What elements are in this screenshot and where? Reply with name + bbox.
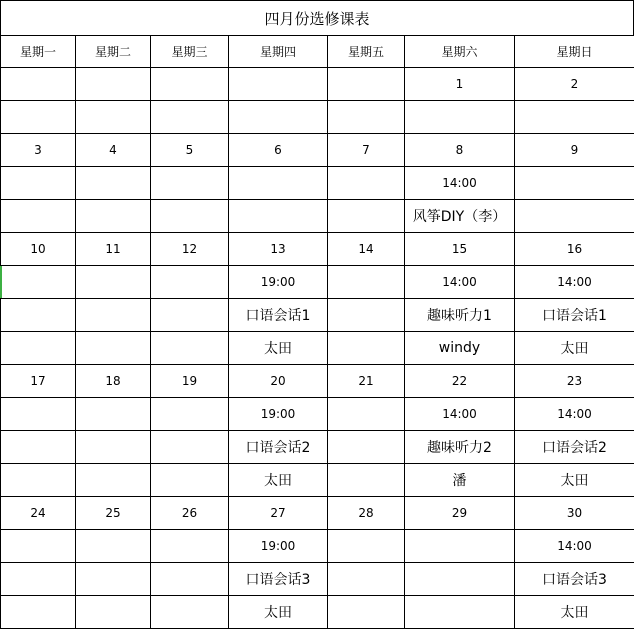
schedule-cell[interactable] bbox=[328, 101, 405, 134]
schedule-cell[interactable]: windy bbox=[405, 332, 515, 365]
schedule-cell[interactable]: 6 bbox=[229, 134, 328, 167]
schedule-row bbox=[1, 365, 634, 398]
schedule-cell[interactable]: 17 bbox=[1, 365, 76, 398]
schedule-cell[interactable]: 24 bbox=[1, 497, 76, 530]
schedule-row bbox=[1, 596, 634, 629]
schedule-row bbox=[1, 200, 634, 233]
schedule-cell[interactable]: 19 bbox=[151, 365, 229, 398]
schedule-cell[interactable] bbox=[405, 530, 515, 563]
schedule-cell[interactable]: 14:00 bbox=[405, 398, 515, 431]
schedule-cell[interactable] bbox=[76, 464, 151, 497]
schedule-cell[interactable] bbox=[76, 299, 151, 332]
schedule-cell[interactable]: 1 bbox=[405, 68, 515, 101]
schedule-cell[interactable]: 太田 bbox=[515, 464, 634, 497]
schedule-cell[interactable] bbox=[151, 68, 229, 101]
schedule-cell[interactable] bbox=[229, 101, 328, 134]
schedule-cell[interactable]: 太田 bbox=[515, 332, 634, 365]
schedule-cell[interactable] bbox=[1, 101, 76, 134]
schedule-cell[interactable] bbox=[151, 530, 229, 563]
schedule-cell[interactable] bbox=[151, 266, 229, 299]
weekday-header-cell: 星期四 bbox=[229, 36, 328, 68]
weekday-header-row bbox=[1, 36, 634, 68]
schedule-cell[interactable]: 9 bbox=[515, 134, 634, 167]
schedule-cell[interactable]: 16 bbox=[515, 233, 634, 266]
schedule-cell[interactable] bbox=[328, 563, 405, 596]
schedule-cell[interactable] bbox=[76, 167, 151, 200]
weekday-header-cell: 星期二 bbox=[76, 36, 151, 68]
schedule-cell[interactable] bbox=[1, 563, 76, 596]
schedule-cell[interactable] bbox=[1, 464, 76, 497]
schedule-row bbox=[1, 332, 634, 365]
weekday-header-cell: 星期一 bbox=[1, 36, 76, 68]
schedule-cell[interactable]: 21 bbox=[328, 365, 405, 398]
schedule-cell[interactable] bbox=[1, 167, 76, 200]
schedule-cell[interactable]: 口语会话2 bbox=[229, 431, 328, 464]
schedule-cell[interactable] bbox=[1, 68, 76, 101]
schedule-table bbox=[0, 35, 634, 629]
schedule-cell[interactable]: 14:00 bbox=[405, 167, 515, 200]
schedule-cell[interactable] bbox=[328, 68, 405, 101]
weekday-header-cell: 星期日 bbox=[515, 36, 634, 68]
schedule-cell[interactable]: 太田 bbox=[515, 596, 634, 629]
schedule-cell[interactable]: 太田 bbox=[229, 596, 328, 629]
schedule-row bbox=[1, 68, 634, 101]
schedule-row bbox=[1, 134, 634, 167]
schedule-row bbox=[1, 530, 634, 563]
schedule-row bbox=[1, 266, 634, 299]
schedule-cell[interactable] bbox=[76, 68, 151, 101]
schedule-cell[interactable] bbox=[328, 431, 405, 464]
schedule-cell[interactable]: 18 bbox=[76, 365, 151, 398]
schedule-cell[interactable]: 30 bbox=[515, 497, 634, 530]
schedule-cell[interactable] bbox=[76, 398, 151, 431]
schedule-cell[interactable] bbox=[151, 464, 229, 497]
schedule-cell[interactable]: 8 bbox=[405, 134, 515, 167]
schedule-cell[interactable] bbox=[229, 200, 328, 233]
schedule-cell[interactable]: 14:00 bbox=[515, 398, 634, 431]
schedule-cell[interactable] bbox=[151, 431, 229, 464]
schedule-cell[interactable]: 风筝DIY（李） bbox=[405, 200, 515, 233]
schedule-cell[interactable] bbox=[151, 167, 229, 200]
schedule-cell[interactable] bbox=[405, 101, 515, 134]
schedule-cell[interactable]: 10 bbox=[1, 233, 76, 266]
schedule-cell[interactable] bbox=[328, 530, 405, 563]
schedule-cell[interactable] bbox=[1, 530, 76, 563]
schedule-cell[interactable]: 口语会话1 bbox=[229, 299, 328, 332]
schedule-cell[interactable] bbox=[76, 530, 151, 563]
schedule-cell[interactable]: 趣味听力2 bbox=[405, 431, 515, 464]
schedule-cell[interactable]: 22 bbox=[405, 365, 515, 398]
schedule-cell[interactable] bbox=[515, 101, 634, 134]
schedule-row bbox=[1, 233, 634, 266]
schedule-cell[interactable]: 14:00 bbox=[515, 266, 634, 299]
schedule-row bbox=[1, 299, 634, 332]
schedule-cell[interactable] bbox=[76, 101, 151, 134]
schedule-cell[interactable]: 4 bbox=[76, 134, 151, 167]
schedule-cell[interactable] bbox=[151, 332, 229, 365]
schedule-cell[interactable] bbox=[151, 398, 229, 431]
schedule-cell[interactable]: 23 bbox=[515, 365, 634, 398]
schedule-cell[interactable]: 13 bbox=[229, 233, 328, 266]
schedule-cell[interactable] bbox=[151, 101, 229, 134]
schedule-cell[interactable]: 19:00 bbox=[229, 266, 328, 299]
schedule-cell[interactable]: 14 bbox=[328, 233, 405, 266]
schedule-cell[interactable] bbox=[76, 431, 151, 464]
schedule-cell[interactable]: 29 bbox=[405, 497, 515, 530]
schedule-cell[interactable] bbox=[151, 200, 229, 233]
schedule-cell[interactable]: 25 bbox=[76, 497, 151, 530]
schedule-cell[interactable]: 口语会话3 bbox=[515, 563, 634, 596]
schedule-cell[interactable] bbox=[328, 167, 405, 200]
schedule-cell[interactable] bbox=[76, 266, 151, 299]
schedule-cell[interactable]: 11 bbox=[76, 233, 151, 266]
schedule-cell[interactable] bbox=[76, 332, 151, 365]
schedule-cell[interactable]: 口语会话2 bbox=[515, 431, 634, 464]
schedule-cell[interactable] bbox=[328, 266, 405, 299]
schedule-cell[interactable]: 口语会话3 bbox=[229, 563, 328, 596]
schedule-cell[interactable]: 口语会话1 bbox=[515, 299, 634, 332]
schedule-cell[interactable] bbox=[328, 398, 405, 431]
schedule-cell[interactable] bbox=[1, 431, 76, 464]
schedule-cell[interactable] bbox=[76, 200, 151, 233]
schedule-cell[interactable]: 5 bbox=[151, 134, 229, 167]
schedule-cell[interactable] bbox=[328, 299, 405, 332]
schedule-cell[interactable]: 19:00 bbox=[229, 530, 328, 563]
schedule-cell[interactable] bbox=[1, 200, 76, 233]
schedule-cell[interactable] bbox=[1, 596, 76, 629]
schedule-cell[interactable]: 趣味听力1 bbox=[405, 299, 515, 332]
schedule-cell[interactable]: 28 bbox=[328, 497, 405, 530]
schedule-cell[interactable]: 27 bbox=[229, 497, 328, 530]
schedule-row bbox=[1, 167, 634, 200]
weekday-header-cell: 星期六 bbox=[405, 36, 515, 68]
schedule-cell[interactable] bbox=[151, 596, 229, 629]
schedule-cell[interactable]: 26 bbox=[151, 497, 229, 530]
schedule-row bbox=[1, 497, 634, 530]
schedule-cell[interactable] bbox=[328, 200, 405, 233]
schedule-cell[interactable] bbox=[328, 464, 405, 497]
schedule-cell[interactable]: 12 bbox=[151, 233, 229, 266]
active-cell-marker bbox=[0, 266, 2, 298]
schedule-row bbox=[1, 464, 634, 497]
schedule-cell[interactable] bbox=[1, 398, 76, 431]
schedule-cell[interactable]: 15 bbox=[405, 233, 515, 266]
schedule-cell[interactable]: 2 bbox=[515, 68, 634, 101]
schedule-cell[interactable] bbox=[405, 563, 515, 596]
schedule-cell[interactable] bbox=[229, 68, 328, 101]
schedule-cell[interactable]: 7 bbox=[328, 134, 405, 167]
schedule-cell[interactable]: 19:00 bbox=[229, 398, 328, 431]
weekday-header-cell: 星期五 bbox=[328, 36, 405, 68]
schedule-cell[interactable]: 3 bbox=[1, 134, 76, 167]
schedule-row bbox=[1, 563, 634, 596]
schedule-row bbox=[1, 398, 634, 431]
sheet-title: 四月份选修课表 bbox=[0, 0, 634, 35]
schedule-cell[interactable] bbox=[1, 266, 76, 299]
schedule-row bbox=[1, 101, 634, 134]
schedule-cell[interactable] bbox=[405, 596, 515, 629]
schedule-cell[interactable] bbox=[76, 563, 151, 596]
schedule-cell[interactable] bbox=[1, 332, 76, 365]
schedule-cell[interactable] bbox=[515, 200, 634, 233]
schedule-row bbox=[1, 431, 634, 464]
schedule-cell[interactable] bbox=[515, 167, 634, 200]
schedule-cell[interactable] bbox=[76, 596, 151, 629]
schedule-cell[interactable]: 潘 bbox=[405, 464, 515, 497]
schedule-cell[interactable]: 20 bbox=[229, 365, 328, 398]
schedule-cell[interactable] bbox=[151, 299, 229, 332]
schedule-cell[interactable]: 14:00 bbox=[405, 266, 515, 299]
schedule-cell[interactable] bbox=[229, 167, 328, 200]
schedule-cell[interactable]: 太田 bbox=[229, 332, 328, 365]
schedule-cell[interactable] bbox=[328, 596, 405, 629]
schedule-cell[interactable]: 太田 bbox=[229, 464, 328, 497]
schedule-cell[interactable]: 14:00 bbox=[515, 530, 634, 563]
schedule-cell[interactable] bbox=[328, 332, 405, 365]
schedule-cell[interactable] bbox=[1, 299, 76, 332]
weekday-header-cell: 星期三 bbox=[151, 36, 229, 68]
schedule-cell[interactable] bbox=[151, 563, 229, 596]
